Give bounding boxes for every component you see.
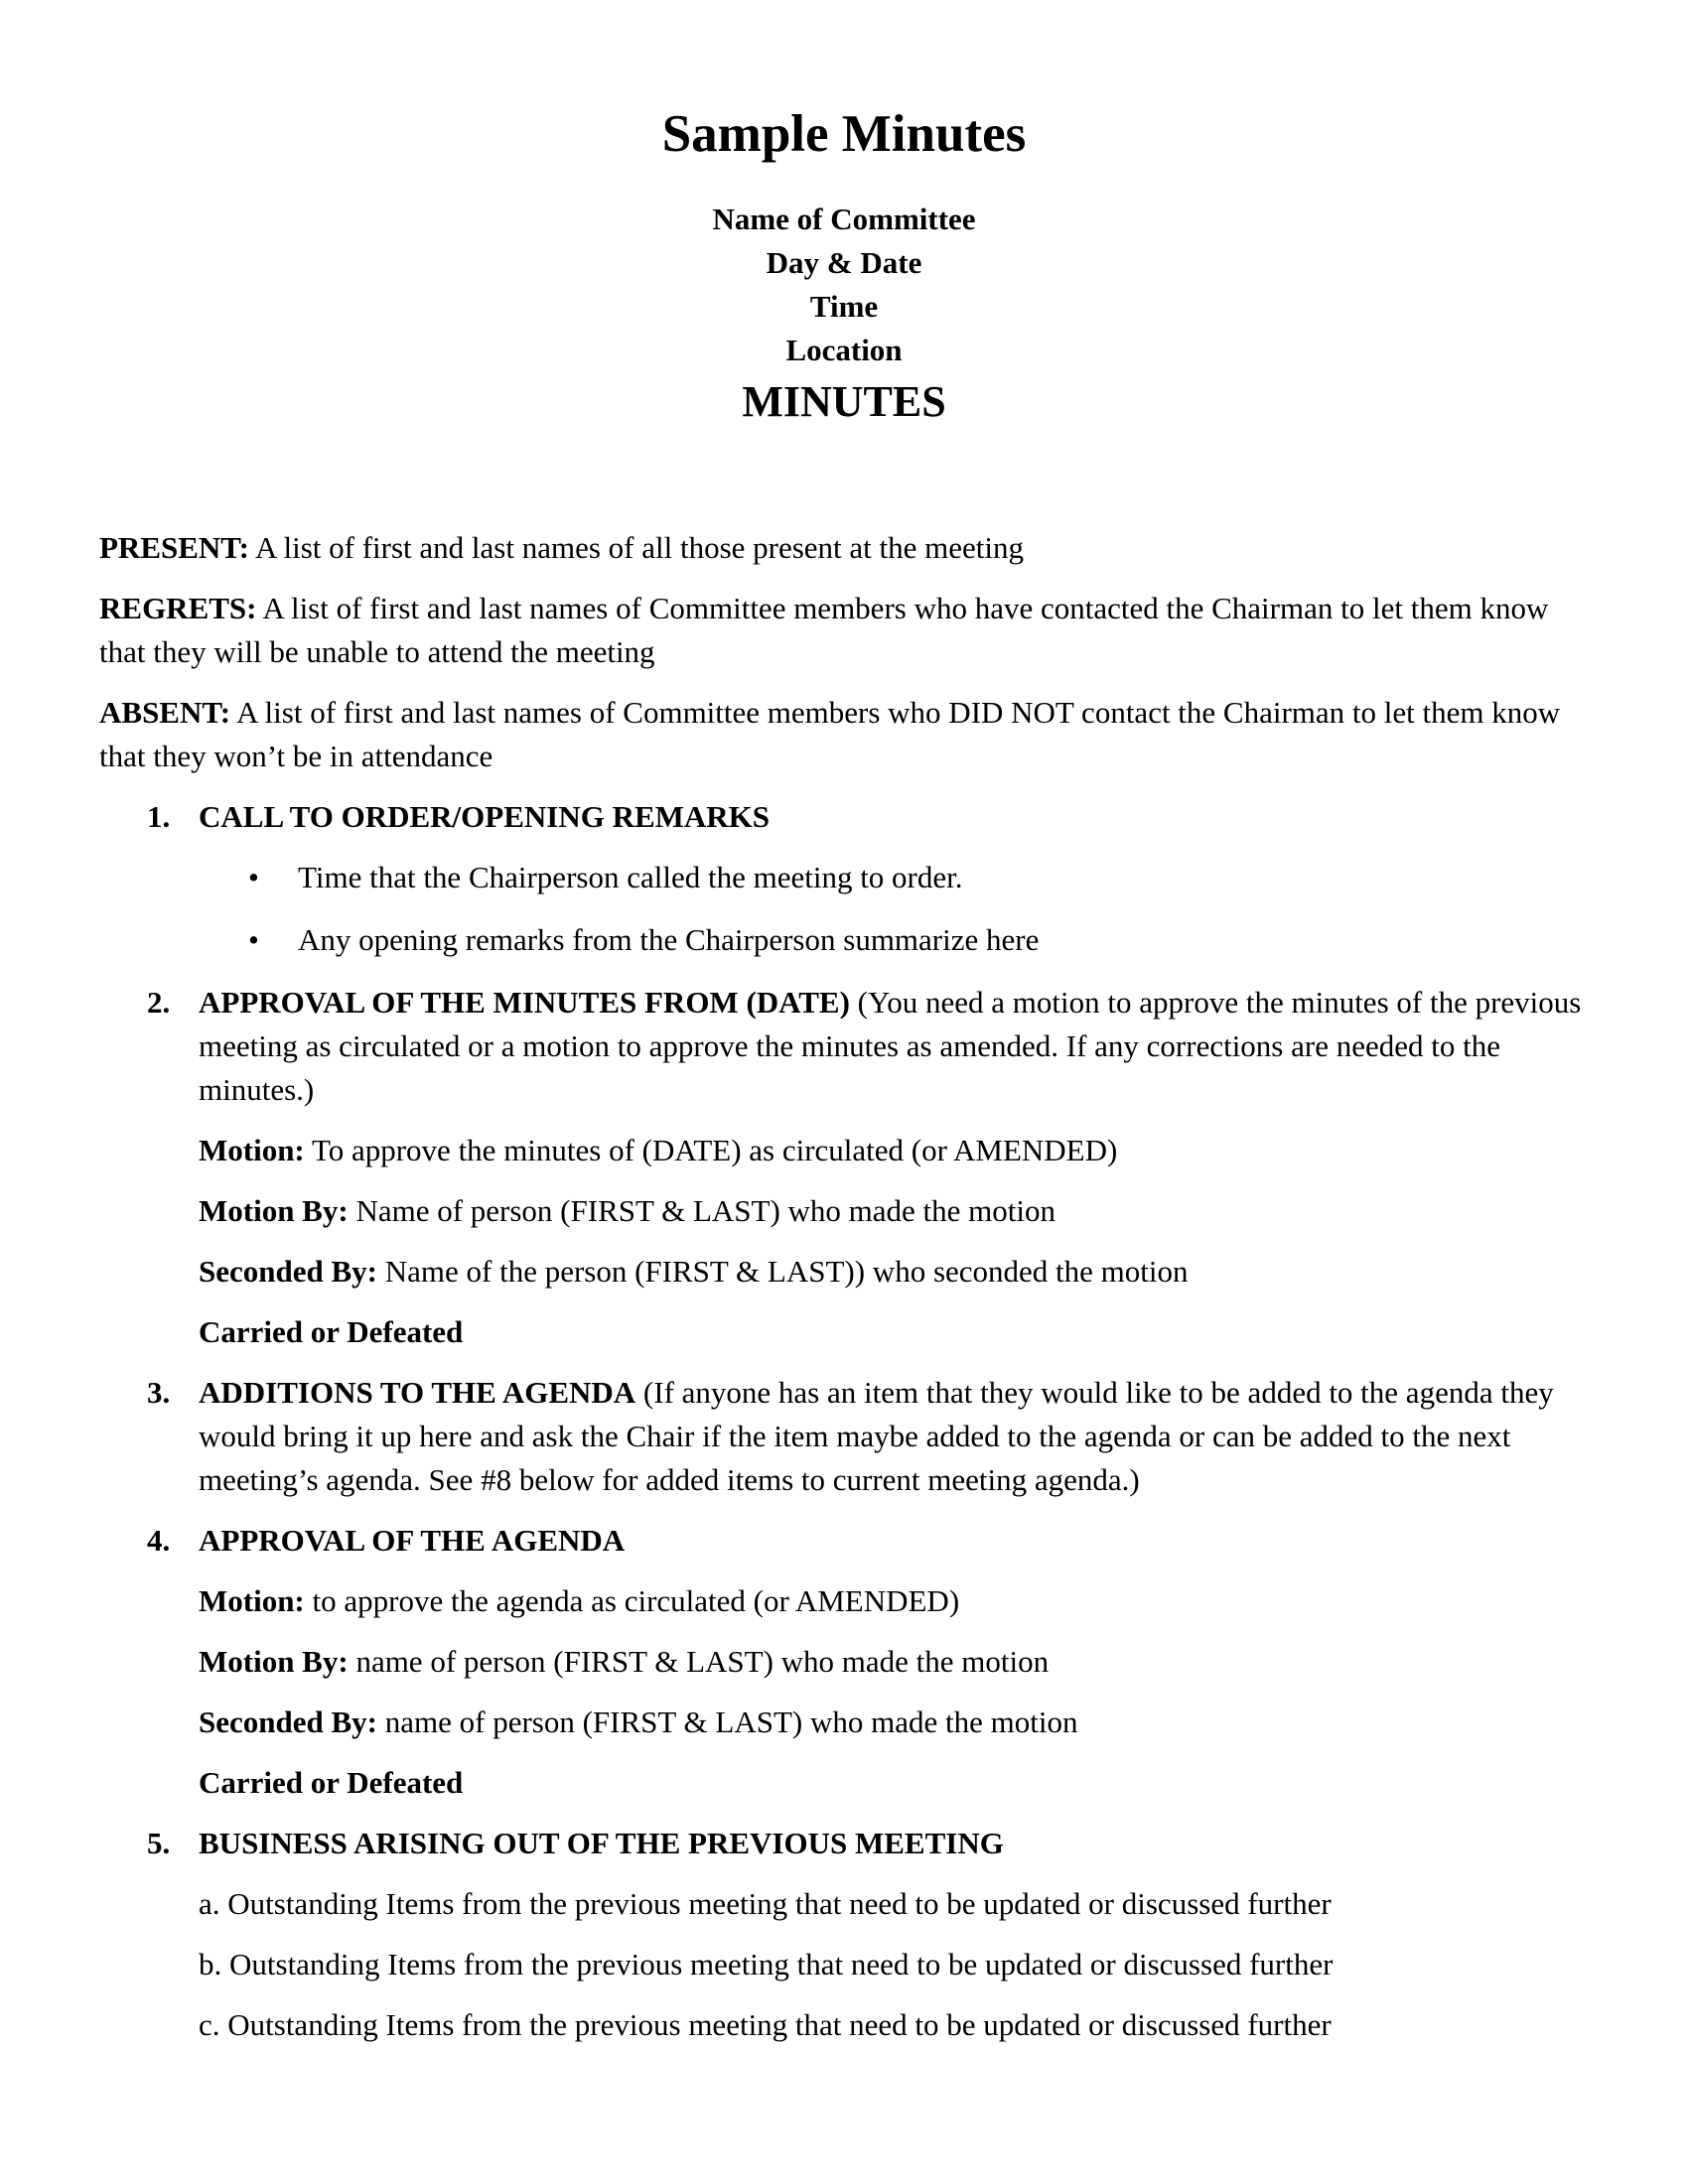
item-note: (You need a motion to approve the minutes of the previous meeting as circulated or a motion to approve the minutes as amended. If any corrections are needed to the minutes.) bbox=[199, 985, 1582, 1107]
minutes-heading: MINUTES bbox=[742, 377, 946, 426]
item-number: 4. bbox=[147, 1523, 171, 1558]
motion-result bbox=[199, 1761, 1589, 1805]
agenda-item-call-to-order bbox=[99, 795, 1589, 962]
item-heading bbox=[199, 981, 1589, 1112]
motion-label: Motion: bbox=[199, 1583, 305, 1618]
seconded-by-label: Seconded By: bbox=[199, 1254, 377, 1289]
document-title: Sample Minutes bbox=[661, 105, 1027, 163]
minutes-body bbox=[99, 526, 1589, 2064]
motion-label: Motion: bbox=[199, 1133, 305, 1167]
motion-by-text: Name of person (FIRST & LAST) who made the motion bbox=[348, 1193, 1056, 1228]
list-item: c. Outstanding Items from the previous meeting that need to be updated or discussed further bbox=[199, 2007, 1332, 2042]
meeting-location: Location bbox=[785, 333, 903, 367]
bullet-icon: • bbox=[248, 860, 259, 894]
motion-by-label: Motion By: bbox=[199, 1193, 349, 1228]
present-line bbox=[99, 526, 1589, 570]
seconded-by-line bbox=[199, 1250, 1589, 1294]
seconded-by-text: Name of the person (FIRST & LAST)) who seconded the motion bbox=[377, 1254, 1189, 1289]
motion-by-line bbox=[199, 1189, 1589, 1233]
item-heading bbox=[199, 1822, 1589, 1865]
motion-by-text: name of person (FIRST & LAST) who made the motion bbox=[348, 1644, 1050, 1679]
seconded-by-label: Seconded By: bbox=[199, 1705, 377, 1739]
item-heading bbox=[199, 795, 1589, 839]
absent-label: ABSENT: bbox=[99, 695, 231, 730]
motion-by-label: Motion By: bbox=[199, 1644, 349, 1679]
opening-remarks-list bbox=[199, 856, 1589, 962]
agenda-item-additions-to-agenda bbox=[99, 1371, 1589, 1502]
motion-result bbox=[199, 1310, 1589, 1354]
item-note: (If anyone has an item that they would like to be added to the agenda they would bring it up here and ask the Chair if the item maybe added to the agenda or can be added to the next meeting’s agenda. See #8 below for added items to current meeting agenda.) bbox=[199, 1375, 1554, 1497]
list-item: a. Outstanding Items from the previous meeting that need to be updated or discussed further bbox=[199, 1886, 1332, 1921]
bullet-text: Time that the Chairperson called the meeting to order. bbox=[298, 860, 963, 894]
bullet-text: Any opening remarks from the Chairperson summarize here bbox=[298, 922, 1040, 957]
list-item bbox=[199, 918, 1589, 962]
list-item bbox=[199, 856, 1589, 899]
meeting-meta bbox=[0, 198, 1688, 372]
item-heading-text: ADDITIONS TO THE AGENDA bbox=[199, 1375, 636, 1410]
absent-text: A list of first and last names of Committee members who DID NOT contact the Chairman to let them know that they won’t be in attendance bbox=[99, 695, 1561, 773]
motion-line bbox=[199, 1129, 1589, 1172]
list-item: b. Outstanding Items from the previous meeting that need to be updated or discussed further bbox=[199, 1947, 1334, 1981]
regrets-label: REGRETS: bbox=[99, 591, 257, 625]
item-heading-text: APPROVAL OF THE MINUTES FROM (DATE) bbox=[199, 985, 850, 1020]
item-number: 3. bbox=[147, 1375, 171, 1410]
present-text: A list of first and last names of all those present at the meeting bbox=[249, 530, 1025, 565]
regrets-line bbox=[99, 587, 1589, 674]
seconded-by-text: name of person (FIRST & LAST) who made the motion bbox=[377, 1705, 1078, 1739]
item-number: 2. bbox=[147, 985, 171, 1020]
bullet-icon: • bbox=[248, 922, 259, 957]
present-label: PRESENT: bbox=[99, 530, 250, 565]
motion-text: to approve the agenda as circulated (or AMENDED) bbox=[304, 1583, 960, 1618]
item-heading-text: CALL TO ORDER/OPENING REMARKS bbox=[199, 799, 771, 834]
motion-result-text: Carried or Defeated bbox=[199, 1765, 464, 1800]
motion-text: To approve the minutes of (DATE) as circulated (or AMENDED) bbox=[304, 1133, 1118, 1167]
motion-result-text: Carried or Defeated bbox=[199, 1314, 464, 1349]
agenda-item-business-arising bbox=[99, 1822, 1589, 2047]
item-heading bbox=[199, 1371, 1589, 1502]
agenda-item-approval-of-minutes bbox=[99, 981, 1589, 1354]
item-heading-text: APPROVAL OF THE AGENDA bbox=[199, 1523, 626, 1558]
item-number: 1. bbox=[147, 799, 171, 834]
regrets-text: A list of first and last names of Committee members who have contacted the Chairman to let them know that they will be unable to attend the meeting bbox=[99, 591, 1549, 669]
motion-line bbox=[199, 1579, 1589, 1623]
item-heading bbox=[199, 1519, 1589, 1563]
item-heading-text: BUSINESS ARISING OUT OF THE PREVIOUS MEETING bbox=[199, 1826, 1004, 1860]
committee-name: Name of Committee bbox=[712, 202, 976, 236]
meeting-day-date: Day & Date bbox=[766, 245, 922, 280]
motion-by-line bbox=[199, 1640, 1589, 1684]
seconded-by-line bbox=[199, 1701, 1589, 1744]
item-number: 5. bbox=[147, 1826, 171, 1860]
agenda-item-approval-of-agenda bbox=[99, 1519, 1589, 1805]
absent-line bbox=[99, 691, 1589, 778]
meeting-time: Time bbox=[809, 289, 879, 324]
